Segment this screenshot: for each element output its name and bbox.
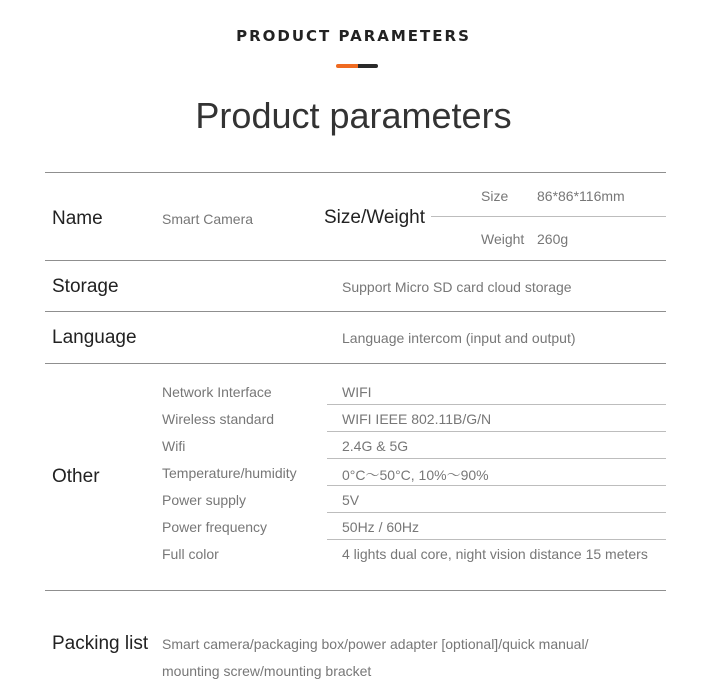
table-top-border — [45, 172, 666, 173]
size-weight-label: Size/Weight — [324, 207, 426, 228]
other-key: Wifi — [162, 438, 186, 454]
other-key: Temperature/humidity — [162, 465, 297, 481]
row-divider — [45, 363, 666, 364]
other-value: 4 lights dual core, night vision distance 15 meters — [342, 546, 648, 562]
other-key: Power frequency — [162, 519, 268, 535]
storage-label: Storage — [52, 276, 119, 297]
other-key: Full color — [162, 546, 219, 562]
language-value: Language intercom (input and output) — [342, 330, 576, 346]
other-value: 2.4G & 5G — [342, 438, 409, 454]
other-value: 5V — [342, 492, 360, 508]
other-value: 50Hz / 60Hz — [342, 519, 420, 535]
other-key: Wireless standard — [162, 411, 275, 427]
other-value: WIFI — [342, 384, 372, 400]
page-title: Product parameters — [195, 95, 512, 136]
weight-value: 260g — [537, 231, 569, 247]
size-value: 86*86*116mm — [537, 188, 625, 204]
accent-bar — [336, 64, 378, 68]
accent-bar-dark — [358, 64, 378, 68]
row-divider — [45, 590, 666, 591]
other-label: Other — [52, 466, 100, 487]
other-subdivider — [327, 458, 666, 459]
other-subdivider — [327, 485, 666, 486]
other-subdivider — [327, 539, 666, 540]
weight-label: Weight — [481, 231, 525, 247]
other-subdivider — [327, 431, 666, 432]
accent-bar-orange — [336, 64, 358, 68]
other-key: Network Interface — [162, 384, 272, 400]
packing-label: Packing list — [52, 633, 149, 654]
row-divider — [45, 260, 666, 261]
size-label: Size — [481, 188, 509, 204]
other-subdivider — [327, 404, 666, 405]
other-value: 0°C～50°C, 10%～90% — [342, 467, 489, 483]
language-label: Language — [52, 327, 137, 348]
other-subdivider — [327, 512, 666, 513]
other-key: Power supply — [162, 492, 247, 508]
row-divider — [45, 311, 666, 312]
storage-value: Support Micro SD card cloud storage — [342, 279, 572, 295]
size-weight-divider — [431, 216, 666, 217]
banner-heading: PRODUCT PARAMETERS — [236, 27, 471, 45]
packing-line-1: Smart camera/packaging box/power adapter [optional]/quick manual/ — [162, 636, 589, 652]
name-value: Smart Camera — [162, 211, 254, 227]
name-label: Name — [52, 208, 103, 229]
other-value: WIFI IEEE 802.11B/G/N — [342, 411, 492, 427]
packing-line-2: mounting screw/mounting bracket — [162, 663, 372, 679]
